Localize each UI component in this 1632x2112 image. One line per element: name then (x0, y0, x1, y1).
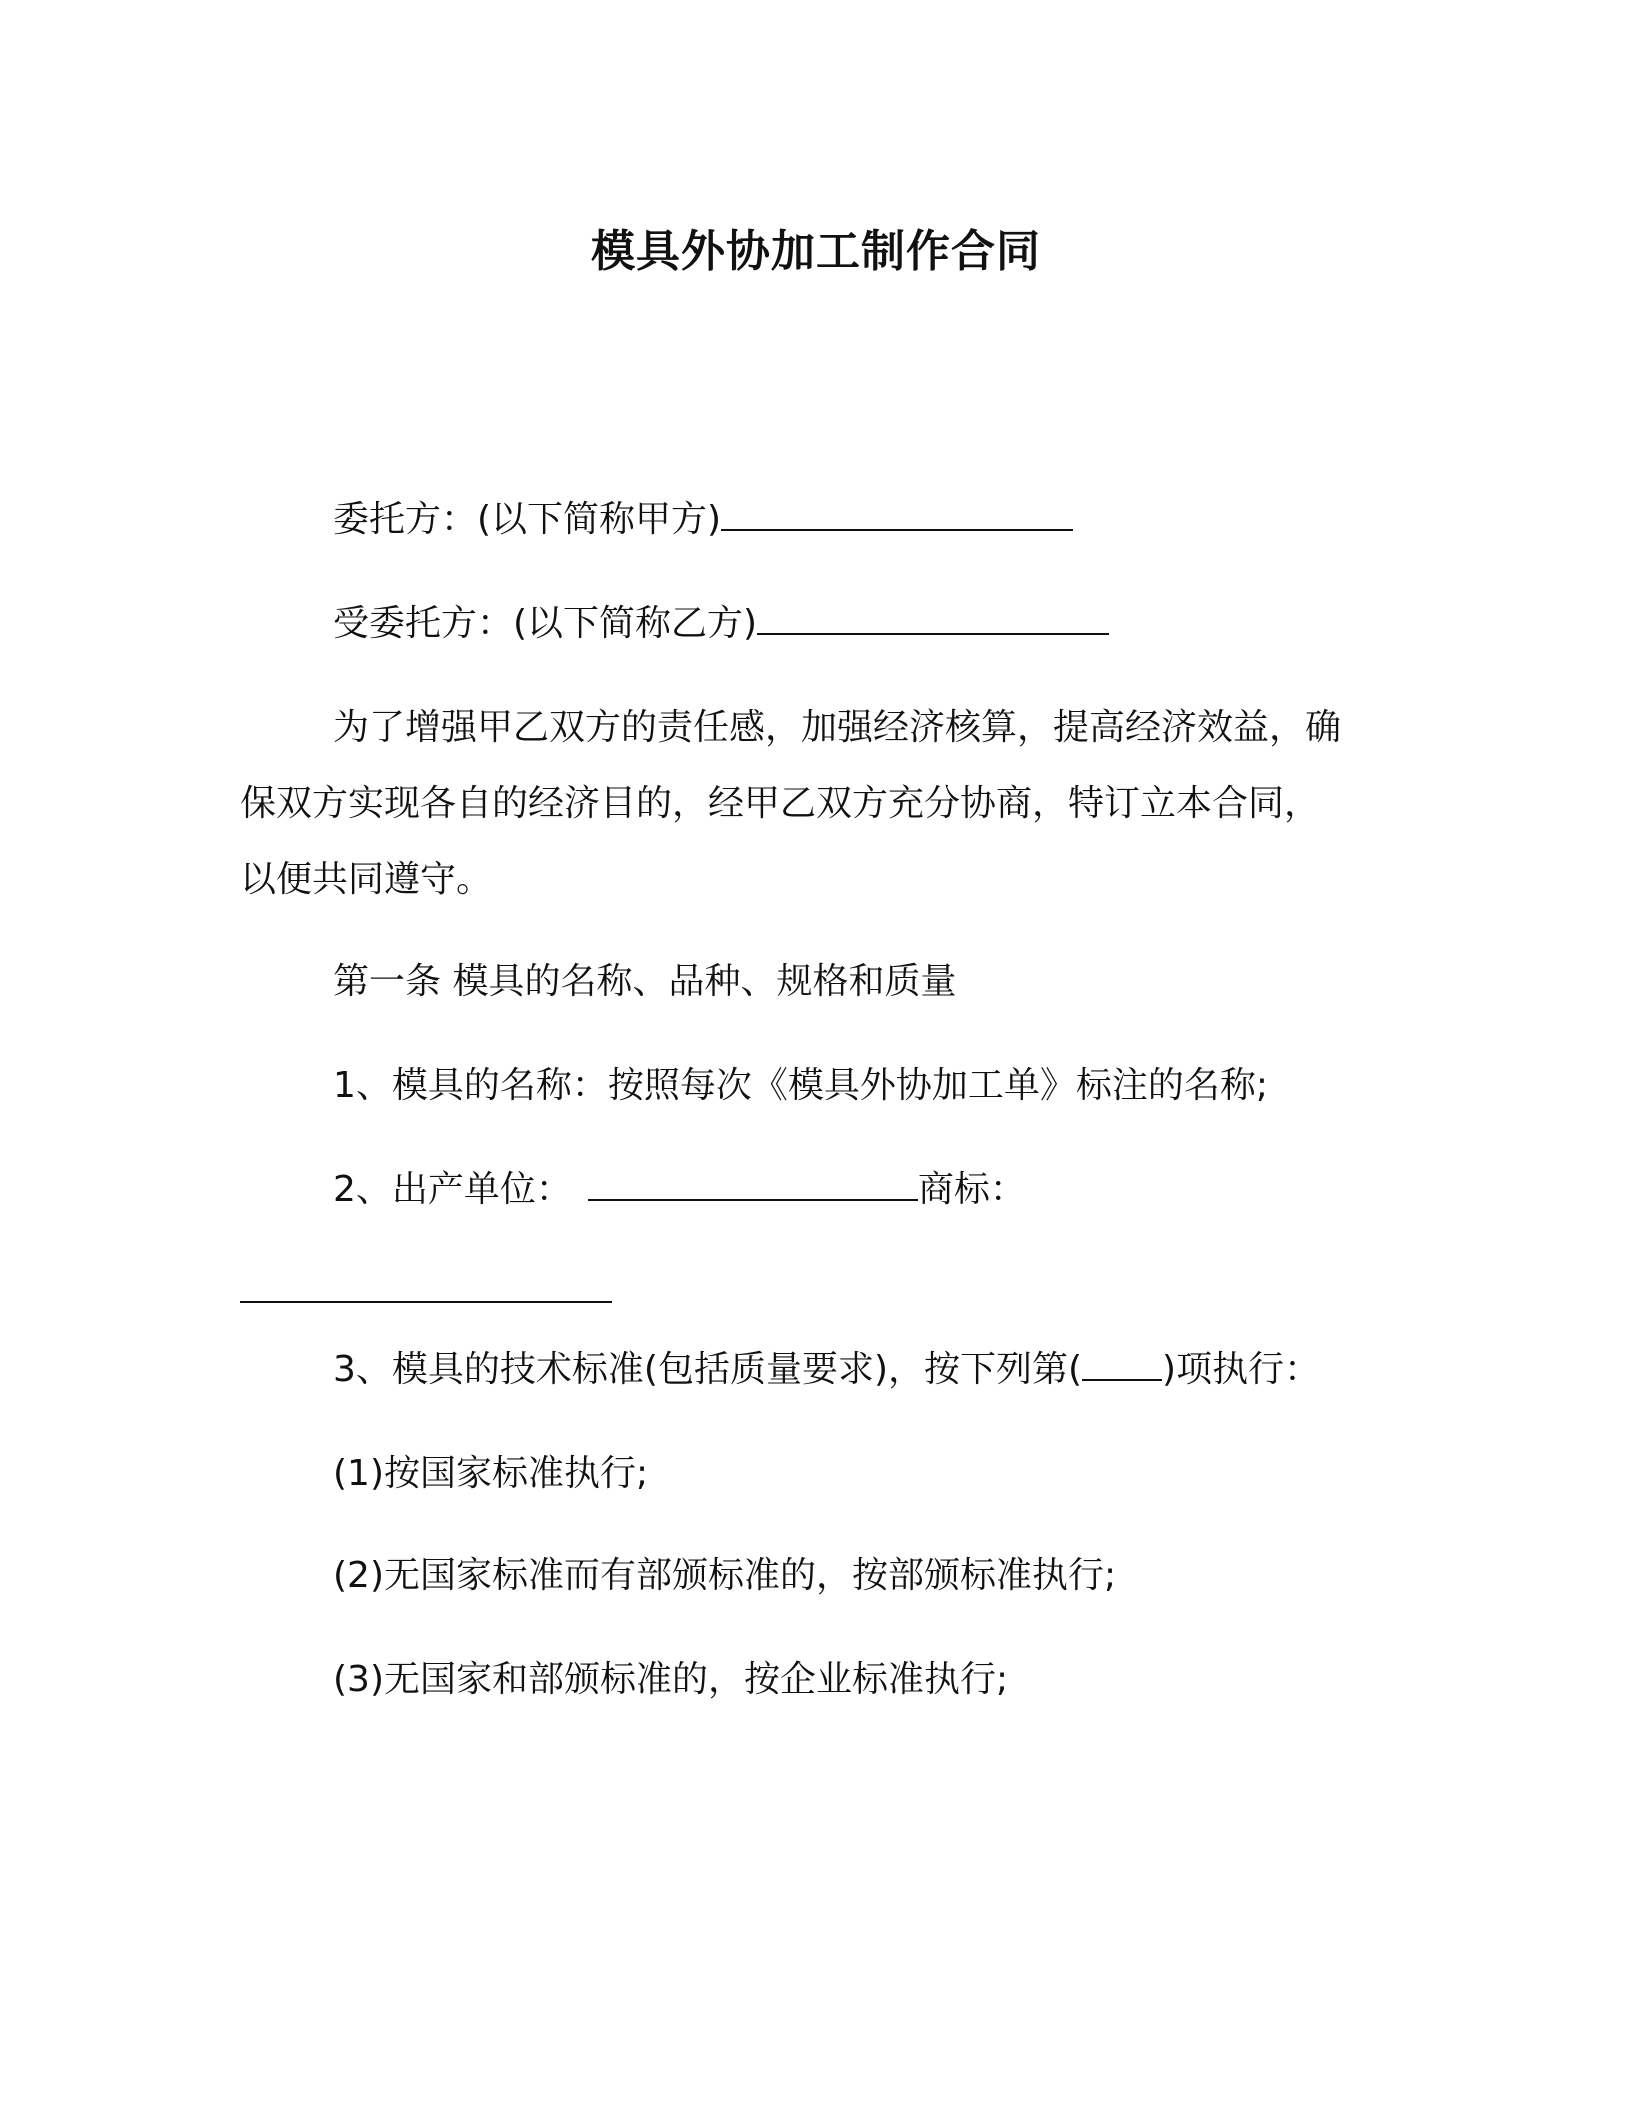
item-3-prefix: 3、模具的技术标准(包括质量要求)，按下列第( (333, 1349, 1083, 1390)
party-b-blank[interactable] (757, 603, 1109, 635)
party-b-line (333, 600, 1109, 648)
preamble-line-3: 以便共同遵守。 (240, 859, 493, 900)
party-a-line (333, 496, 1073, 544)
trademark-label: 商标： (917, 1169, 1026, 1210)
producer-blank[interactable] (588, 1169, 918, 1201)
trademark-blank[interactable] (240, 1271, 612, 1303)
trademark-line (240, 1268, 612, 1316)
preamble-line-2: 保双方实现各自的经济目的，经甲乙双方充分协商，特订立本合同， (240, 783, 1321, 824)
article-1-heading: 第一条 模具的名称、品种、规格和质量 (333, 961, 957, 1002)
standard-option-3: (3)无国家和部颁标准的，按企业标准执行; (333, 1659, 1009, 1700)
party-a-label: 委托方：(以下简称甲方) (333, 499, 722, 540)
article-1-item-1: 1、模具的名称：按照每次《模具外协加工单》标注的名称; (333, 1065, 1269, 1106)
producer-label: 2、出产单位： (333, 1169, 572, 1210)
item-3-option-blank[interactable] (1082, 1349, 1162, 1381)
standard-option-2: (2)无国家标准而有部颁标准的，按部颁标准执行; (333, 1555, 1117, 1596)
preamble-line-1: 为了增强甲乙双方的责任感，加强经济核算，提高经济效益，确 (333, 707, 1342, 748)
party-b-label: 受委托方：(以下简称乙方) (333, 603, 758, 644)
party-a-blank[interactable] (721, 499, 1073, 531)
standard-option-1: (1)按国家标准执行; (333, 1453, 649, 1494)
article-1-item-2 (333, 1166, 1026, 1214)
document-title: 模具外协加工制作合同 (591, 226, 1041, 277)
article-1-item-3 (333, 1346, 1320, 1394)
item-3-suffix: )项执行： (1162, 1349, 1321, 1390)
